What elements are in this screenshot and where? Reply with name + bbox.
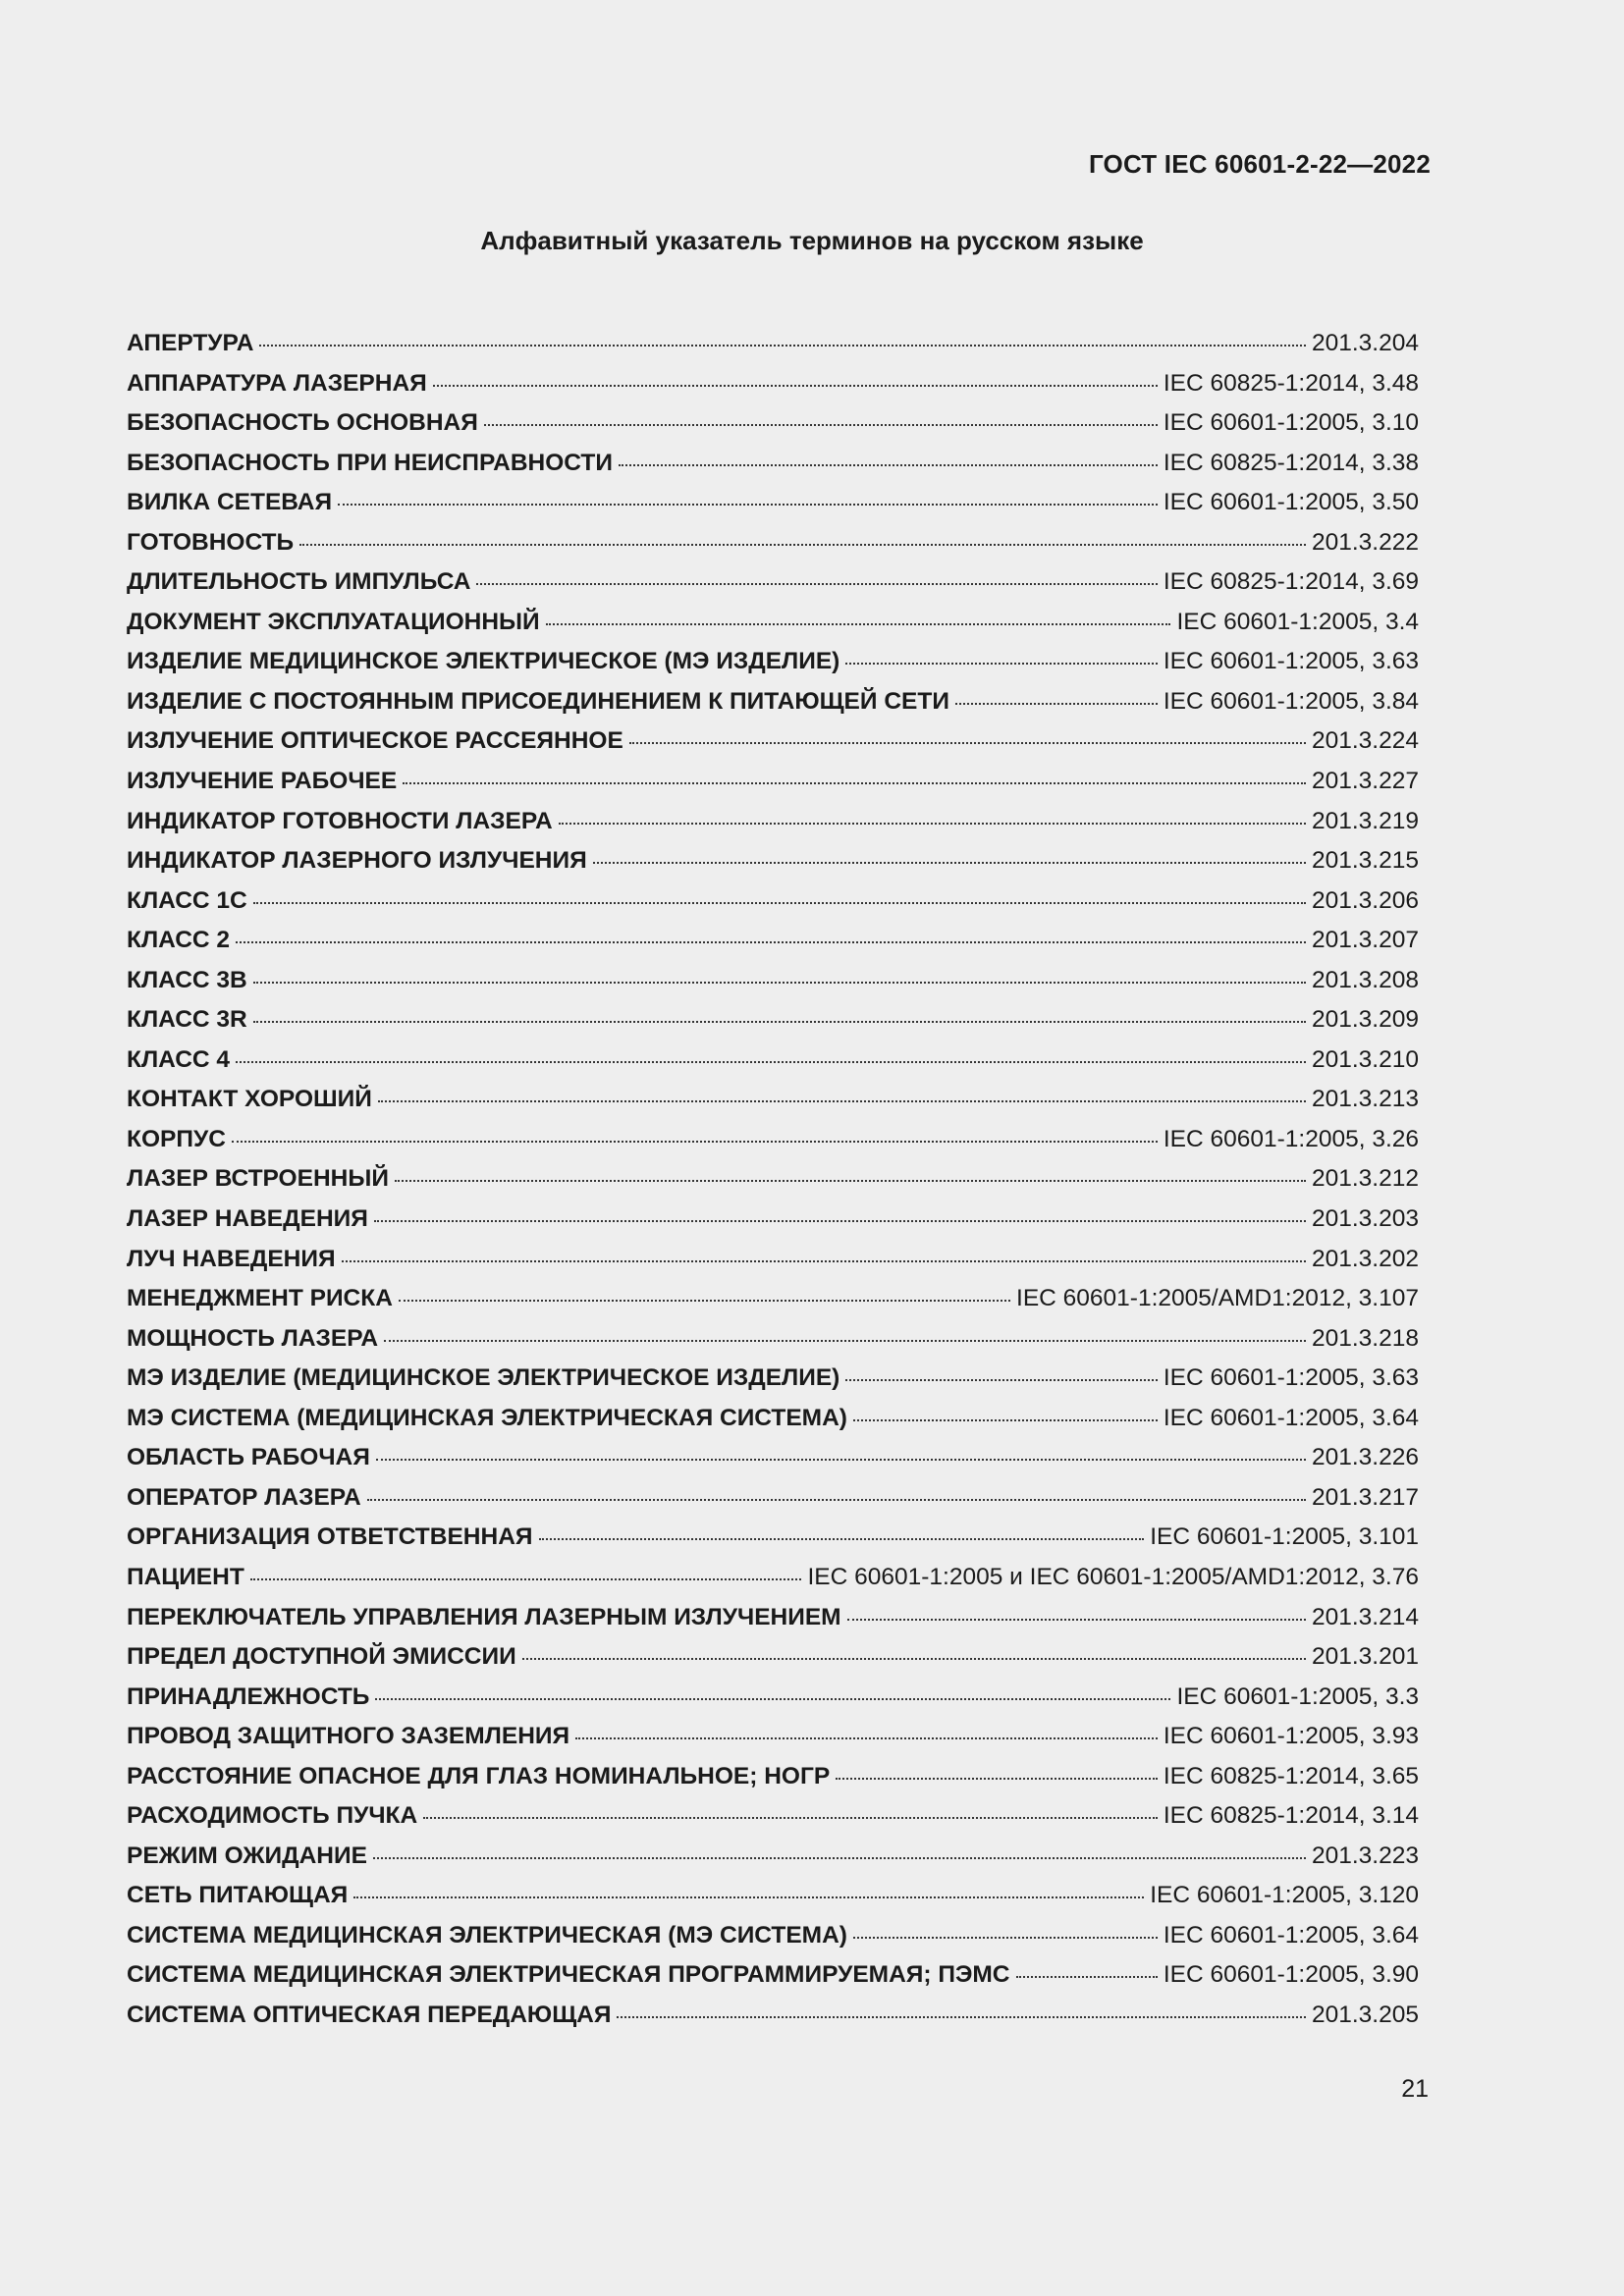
index-reference: IEC 60601-1:2005, 3.93 [1163, 1723, 1419, 1750]
dot-leader [593, 861, 1306, 864]
dot-leader [476, 582, 1157, 585]
index-reference: 201.3.213 [1312, 1086, 1419, 1113]
index-term: ПРОВОД ЗАЩИТНОГО ЗАЗЕМЛЕНИЯ [127, 1723, 570, 1750]
index-reference: 201.3.212 [1312, 1165, 1419, 1193]
index-entry [127, 642, 1419, 682]
index-reference: 201.3.223 [1312, 1842, 1419, 1869]
index-entry [127, 1478, 1419, 1519]
index-reference: 201.3.208 [1312, 966, 1419, 993]
index-term: ПЕРЕКЛЮЧАТЕЛЬ УПРАВЛЕНИЯ ЛАЗЕРНЫМ ИЗЛУЧЕНИЕМ [127, 1603, 841, 1630]
index-entry [127, 762, 1419, 802]
index-entry [127, 1757, 1419, 1797]
index-entry [127, 1916, 1419, 1956]
index-term: КЛАСС 3В [127, 966, 247, 993]
index-reference: 201.3.227 [1312, 768, 1419, 795]
dot-leader [403, 781, 1306, 784]
index-entry [127, 1518, 1419, 1558]
index-entry [127, 1876, 1419, 1916]
index-term: ЛАЗЕР ВСТРОЕННЫЙ [127, 1165, 389, 1193]
index-reference: 201.3.203 [1312, 1205, 1419, 1233]
index-entry [127, 1000, 1419, 1041]
index-reference: 201.3.224 [1312, 727, 1419, 755]
dot-leader [629, 741, 1306, 744]
index-reference: IEC 60601-1:2005, 3.90 [1163, 1961, 1419, 1989]
dot-leader [845, 662, 1157, 665]
dot-leader [619, 463, 1158, 466]
dot-leader [342, 1259, 1306, 1262]
index-term: МЕНЕДЖМЕНТ РИСКА [127, 1285, 393, 1312]
index-reference: 201.3.205 [1312, 2001, 1419, 2028]
index-entry [127, 403, 1419, 444]
index-entry [127, 1717, 1419, 1757]
index-entry [127, 1955, 1419, 1996]
index-reference: IEC 60601-1:2005, 3.64 [1163, 1921, 1419, 1949]
index-term: ИЗДЕЛИЕ МЕДИЦИНСКОЕ ЭЛЕКТРИЧЕСКОЕ (МЭ ИЗДЕЛИЕ) [127, 648, 840, 675]
index-term: КЛАСС 4 [127, 1045, 231, 1073]
dot-leader [378, 1099, 1306, 1102]
dot-leader [955, 702, 1158, 705]
index-term: МЭ ИЗДЕЛИЕ (МЕДИЦИНСКОЕ ЭЛЕКТРИЧЕСКОЕ ИЗДЕЛИЕ) [127, 1364, 840, 1392]
index-reference: IEC 60601-1:2005, 3.120 [1150, 1882, 1419, 1909]
dot-leader [259, 344, 1306, 347]
index-term: ОРГАНИЗАЦИЯ ОТВЕТСТВЕННАЯ [127, 1523, 533, 1551]
dot-leader [236, 940, 1306, 943]
index-term: ДЛИТЕЛЬНОСТЬ ИМПУЛЬСА [127, 568, 471, 596]
dot-leader [433, 384, 1158, 387]
dot-leader [423, 1816, 1158, 1819]
index-entry [127, 1996, 1419, 2036]
index-reference: 201.3.209 [1312, 1006, 1419, 1034]
index-term: СИСТЕМА МЕДИЦИНСКАЯ ЭЛЕКТРИЧЕСКАЯ (МЭ СИСТЕМА) [127, 1921, 847, 1949]
index-term: ПАЦИЕНТ [127, 1563, 244, 1590]
page-number: 21 [1401, 2075, 1429, 2103]
index-term: РАССТОЯНИЕ ОПАСНОЕ ДЛЯ ГЛАЗ НОМИНАЛЬНОЕ; НОГР [127, 1762, 831, 1789]
dot-leader [1016, 1975, 1158, 1978]
index-entry [127, 1279, 1419, 1319]
dot-leader [395, 1179, 1306, 1182]
index-term: АППАРАТУРА ЛАЗЕРНАЯ [127, 369, 427, 397]
dot-leader [836, 1777, 1158, 1780]
dot-leader [253, 901, 1306, 904]
index-reference: IEC 60825-1:2014, 3.69 [1163, 568, 1419, 596]
index-reference: IEC 60825-1:2014, 3.38 [1163, 449, 1419, 476]
index-term: ПРЕДЕЛ ДОСТУПНОЙ ЭМИССИИ [127, 1643, 516, 1671]
index-entry [127, 1796, 1419, 1837]
dot-leader [546, 622, 1171, 625]
index-reference: 201.3.218 [1312, 1324, 1419, 1352]
dot-leader [353, 1896, 1144, 1898]
dot-leader [299, 543, 1306, 546]
dot-leader [236, 1060, 1306, 1063]
dot-leader [539, 1537, 1145, 1540]
index-reference: 201.3.210 [1312, 1045, 1419, 1073]
index-entry [127, 1319, 1419, 1360]
dot-leader [575, 1736, 1158, 1739]
index-reference: IEC 60601-1:2005, 3.63 [1163, 1364, 1419, 1392]
index-entry [127, 961, 1419, 1001]
index-term: БЕЗОПАСНОСТЬ ОСНОВНАЯ [127, 409, 478, 437]
index-reference: 201.3.226 [1312, 1444, 1419, 1471]
index-entry [127, 1200, 1419, 1240]
index-entry [127, 1120, 1419, 1160]
index-entry [127, 1041, 1419, 1081]
index-reference: 201.3.204 [1312, 330, 1419, 356]
index-term: ИНДИКАТОР ЛАЗЕРНОГО ИЗЛУЧЕНИЯ [127, 847, 587, 875]
index-term: АПЕРТУРА [127, 330, 254, 356]
index-term: КЛАСС 3R [127, 1006, 247, 1034]
index-reference: IEC 60601-1:2005/AMD1:2012, 3.107 [1016, 1285, 1419, 1312]
index-term: РЕЖИМ ОЖИДАНИЕ [127, 1842, 367, 1869]
dot-leader [853, 1936, 1158, 1939]
dot-leader [253, 981, 1306, 984]
index-term: ИНДИКАТОР ГОТОВНОСТИ ЛАЗЕРА [127, 807, 553, 834]
index-entry [127, 1080, 1419, 1120]
index-reference: 201.3.201 [1312, 1643, 1419, 1671]
term-index-list [127, 324, 1419, 2036]
index-entry [127, 603, 1419, 643]
index-term: СИСТЕМА МЕДИЦИНСКАЯ ЭЛЕКТРИЧЕСКАЯ ПРОГРАММИРУЕМАЯ; ПЭМС [127, 1961, 1010, 1989]
index-term: МОЩНОСТЬ ЛАЗЕРА [127, 1324, 379, 1352]
dot-leader [484, 423, 1158, 426]
index-reference: IEC 60601-1:2005, 3.3 [1176, 1682, 1419, 1710]
index-term: КОНТАКТ ХОРОШИЙ [127, 1086, 372, 1113]
index-entry [127, 1359, 1419, 1399]
index-term: ОПЕРАТОР ЛАЗЕРА [127, 1483, 361, 1511]
document-code: ГОСТ IEC 60601-2-22—2022 [1088, 149, 1431, 179]
dot-leader [338, 503, 1158, 506]
index-entry [127, 721, 1419, 762]
index-entry [127, 1558, 1419, 1598]
index-term: ВИЛКА СЕТЕВАЯ [127, 489, 333, 516]
index-reference: IEC 60601-1:2005, 3.64 [1163, 1404, 1419, 1431]
index-reference: 201.3.222 [1312, 528, 1419, 556]
dot-leader [845, 1378, 1157, 1381]
dot-leader [253, 1020, 1306, 1023]
index-entry [127, 881, 1419, 922]
index-reference: IEC 60601-1:2005 и IEC 60601-1:2005/AMD1:2012, 3.76 [807, 1563, 1419, 1590]
index-entry [127, 1399, 1419, 1439]
index-term: ЛАЗЕР НАВЕДЕНИЯ [127, 1205, 368, 1233]
index-entry [127, 1438, 1419, 1478]
dot-leader [399, 1299, 1010, 1302]
index-reference: 201.3.219 [1312, 807, 1419, 834]
index-entry [127, 324, 1419, 364]
dot-leader [367, 1498, 1306, 1501]
dot-leader [617, 2015, 1306, 2018]
index-term: СЕТЬ ПИТАЮЩАЯ [127, 1882, 349, 1909]
index-term: РАСХОДИМОСТЬ ПУЧКА [127, 1802, 418, 1830]
index-reference: IEC 60825-1:2014, 3.65 [1163, 1762, 1419, 1789]
dot-leader [250, 1577, 802, 1580]
index-entry [127, 562, 1419, 603]
index-entry [127, 841, 1419, 881]
index-reference: IEC 60601-1:2005, 3.84 [1163, 687, 1419, 715]
index-reference: 201.3.207 [1312, 927, 1419, 954]
index-entry [127, 682, 1419, 722]
index-term: ГОТОВНОСТЬ [127, 528, 295, 556]
index-reference: IEC 60601-1:2005, 3.50 [1163, 489, 1419, 516]
dot-leader [522, 1657, 1306, 1660]
index-entry [127, 802, 1419, 842]
index-term: ДОКУМЕНТ ЭКСПЛУАТАЦИОННЫЙ [127, 608, 540, 635]
index-entry [127, 1678, 1419, 1718]
index-title: Алфавитный указатель терминов на русском языке [480, 226, 1144, 255]
dot-leader [374, 1219, 1306, 1222]
index-entry [127, 483, 1419, 523]
index-reference: IEC 60825-1:2014, 3.48 [1163, 369, 1419, 397]
index-term: ИЗЛУЧЕНИЕ ОПТИЧЕСКОЕ РАССЕЯННОЕ [127, 727, 623, 755]
index-term: ОБЛАСТЬ РАБОЧАЯ [127, 1444, 370, 1471]
dot-leader [373, 1856, 1306, 1859]
dot-leader [559, 822, 1306, 825]
dot-leader [375, 1697, 1170, 1700]
index-entry [127, 1637, 1419, 1678]
index-entry [127, 1837, 1419, 1877]
index-term: ПРИНАДЛЕЖНОСТЬ [127, 1682, 370, 1710]
dot-leader [232, 1140, 1158, 1143]
index-reference: 201.3.206 [1312, 886, 1419, 914]
index-term: ИЗЛУЧЕНИЕ РАБОЧЕЕ [127, 768, 398, 795]
index-reference: 201.3.215 [1312, 847, 1419, 875]
index-entry [127, 1159, 1419, 1200]
index-entry [127, 921, 1419, 961]
dot-leader [384, 1339, 1306, 1342]
index-entry [127, 444, 1419, 484]
index-entry [127, 1598, 1419, 1638]
index-term: ЛУЧ НАВЕДЕНИЯ [127, 1245, 336, 1272]
index-entry [127, 364, 1419, 404]
index-term: БЕЗОПАСНОСТЬ ПРИ НЕИСПРАВНОСТИ [127, 449, 613, 476]
dot-leader [847, 1618, 1306, 1621]
index-term: КЛАСС 1С [127, 886, 247, 914]
index-term: ИЗДЕЛИЕ С ПОСТОЯННЫМ ПРИСОЕДИНЕНИЕМ К ПИТАЮЩЕЙ СЕТИ [127, 687, 949, 715]
dot-leader [376, 1458, 1306, 1461]
index-entry [127, 1240, 1419, 1280]
index-reference: IEC 60601-1:2005, 3.26 [1163, 1125, 1419, 1152]
index-reference: IEC 60601-1:2005, 3.4 [1176, 608, 1419, 635]
index-term: СИСТЕМА ОПТИЧЕСКАЯ ПЕРЕДАЮЩАЯ [127, 2001, 612, 2028]
dot-leader [853, 1418, 1158, 1421]
index-reference: IEC 60601-1:2005, 3.101 [1150, 1523, 1419, 1551]
index-reference: 201.3.202 [1312, 1245, 1419, 1272]
index-entry [127, 523, 1419, 563]
index-reference: 201.3.214 [1312, 1603, 1419, 1630]
index-term: КЛАСС 2 [127, 927, 231, 954]
index-term: МЭ СИСТЕМА (МЕДИЦИНСКАЯ ЭЛЕКТРИЧЕСКАЯ СИСТЕМА) [127, 1404, 847, 1431]
index-reference: IEC 60825-1:2014, 3.14 [1163, 1802, 1419, 1830]
index-term: КОРПУС [127, 1125, 226, 1152]
index-reference: IEC 60601-1:2005, 3.10 [1163, 409, 1419, 437]
index-reference: IEC 60601-1:2005, 3.63 [1163, 648, 1419, 675]
index-reference: 201.3.217 [1312, 1483, 1419, 1511]
